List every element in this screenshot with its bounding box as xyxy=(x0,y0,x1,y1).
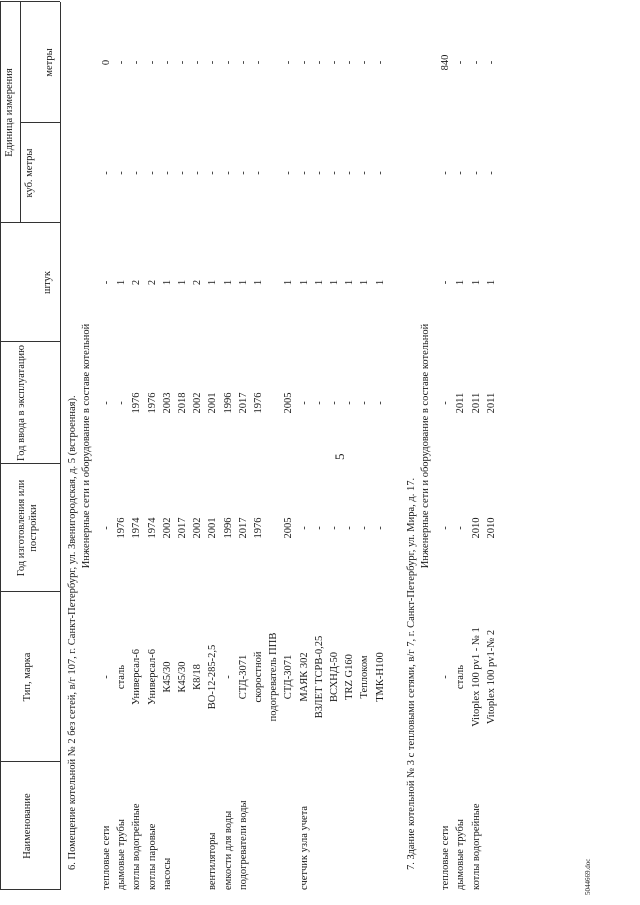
row-comm: - xyxy=(116,401,128,405)
row-m: - xyxy=(374,60,386,65)
row-name: тепловые сети xyxy=(439,825,451,890)
row-name: котлы паровые xyxy=(146,823,158,890)
row-cub: - xyxy=(298,171,310,175)
row-comm: - xyxy=(313,401,325,405)
table-top-rule xyxy=(0,2,1,890)
section-title: 7. Здание котельной № 3 с тепловыми сетями, в/г 7, г. Санкт-Петербург, ул. Мира, д. 17. xyxy=(405,477,417,870)
row-pcs: 1 xyxy=(237,279,249,286)
row-made: - xyxy=(329,526,340,530)
row-cub: - xyxy=(253,171,264,175)
row-comm: - xyxy=(344,401,356,405)
page-number: 5 xyxy=(332,453,347,460)
row-m: - xyxy=(298,60,310,65)
row-made: 2010 xyxy=(486,517,498,539)
row-comm: 2017 xyxy=(237,392,249,414)
row-type: Универсал-6 xyxy=(131,648,143,706)
footer-code: 5044669.doc xyxy=(584,858,592,895)
row-m: - xyxy=(253,60,264,65)
row-m: - xyxy=(283,60,295,65)
col-header-unit-group: Единица измерения xyxy=(4,68,15,157)
row-cub: - xyxy=(177,171,188,175)
row-made: - xyxy=(455,526,467,530)
row-made: - xyxy=(298,526,310,530)
row-type: TRZ G160 xyxy=(344,654,356,700)
row-type: ТМК-Н100 xyxy=(374,652,386,702)
row-pcs: 1 xyxy=(359,279,371,286)
row-pcs: 1 xyxy=(253,279,264,286)
row-pcs: 1 xyxy=(161,279,173,286)
row-type: ВСХНД-50 xyxy=(329,651,340,703)
row-made: 2002 xyxy=(192,517,204,539)
row-name: вентиляторы xyxy=(207,832,219,890)
section-subtitle: Инженерные сети и оборудование в составе котельной xyxy=(419,323,431,569)
row-pcs: 1 xyxy=(222,279,234,286)
row-type: К45/30 xyxy=(177,661,188,693)
row-pcs: 1 xyxy=(298,279,310,286)
header-bottom-rule xyxy=(60,2,61,890)
row-comm: 1976 xyxy=(253,392,264,414)
row-cub: - xyxy=(222,171,234,175)
row-type: сталь xyxy=(116,664,128,690)
unit-group-rule xyxy=(20,2,21,223)
row-name: дымовые трубы xyxy=(455,819,467,890)
row-m: - xyxy=(161,60,173,65)
row-type: Универсал-6 xyxy=(146,648,158,706)
row-m: - xyxy=(237,60,249,65)
row-type: подогреватель ППВ xyxy=(268,632,280,722)
row-made: - xyxy=(439,526,451,530)
row-cub: - xyxy=(439,171,451,175)
row-type: СТД-3071 xyxy=(283,654,295,700)
row-type: - xyxy=(222,675,234,679)
row-made: 2002 xyxy=(161,517,173,539)
row-type: ВО-12-285-2,5 xyxy=(207,644,219,710)
row-cub: - xyxy=(283,171,295,175)
col-header-pieces: штук xyxy=(42,271,53,294)
row-name: подогреватели воды xyxy=(237,800,249,890)
row-made: 1974 xyxy=(146,517,158,539)
row-pcs: 1 xyxy=(313,279,325,286)
row-comm: 1976 xyxy=(146,392,158,414)
row-cub: - xyxy=(470,171,482,175)
row-made: 1976 xyxy=(253,517,264,539)
col-header-name: Наименование xyxy=(22,793,33,859)
row-made: 2005 xyxy=(283,517,295,539)
row-comm: 2011 xyxy=(470,392,482,414)
row-m: 0 xyxy=(101,59,112,66)
row-cub: - xyxy=(101,171,112,175)
row-pcs: 1 xyxy=(470,279,482,286)
row-m: - xyxy=(455,60,467,65)
col-header-cubic: куб. метры xyxy=(24,148,35,198)
row-m: - xyxy=(313,60,325,65)
row-comm: - xyxy=(329,401,340,405)
col-header-meters: метры xyxy=(44,48,55,77)
row-cub: - xyxy=(207,171,219,175)
row-made: 2017 xyxy=(177,517,188,539)
row-type: - xyxy=(101,675,112,679)
row-m: - xyxy=(177,60,188,65)
row-m: - xyxy=(131,60,143,65)
row-cub: - xyxy=(116,171,128,175)
col-header-year-made: Год изготовления или постройки xyxy=(16,479,39,577)
row-name: котлы водогрейные xyxy=(131,803,143,890)
row-type: Vitoplex 100 pv1 - № 1 xyxy=(470,627,482,727)
row-comm: - xyxy=(101,401,112,405)
row-pcs: 1 xyxy=(374,279,386,286)
row-type: МАЯК 302 xyxy=(298,652,310,702)
row-pcs: 1 xyxy=(116,279,128,286)
row-cub: - xyxy=(486,171,498,175)
row-comm: 2001 xyxy=(207,392,219,414)
row-m: - xyxy=(116,60,128,65)
row-made: 1996 xyxy=(222,517,234,539)
row-m: - xyxy=(146,60,158,65)
row-pcs: 1 xyxy=(344,279,356,286)
row-comm: 1996 xyxy=(222,392,234,414)
row-made: - xyxy=(101,526,112,530)
row-cub: - xyxy=(237,171,249,175)
row-type: - xyxy=(439,675,451,679)
row-type: К45/30 xyxy=(161,661,173,693)
row-comm: 2018 xyxy=(177,392,188,414)
row-cub: - xyxy=(131,171,143,175)
row-m: - xyxy=(192,60,204,65)
row-cub: - xyxy=(146,171,158,175)
row-comm: 1976 xyxy=(131,392,143,414)
row-m: - xyxy=(207,60,219,65)
row-type: скоростной xyxy=(253,651,264,703)
row-pcs: 1 xyxy=(177,279,188,286)
row-comm: 2003 xyxy=(161,392,173,414)
row-type: ВЗЛЕТ ТСРВ-0,25 xyxy=(313,635,325,719)
row-comm: 2005 xyxy=(283,392,295,414)
section-subtitle: Инженерные сети и оборудование в составе котельной xyxy=(81,323,92,569)
row-cub: - xyxy=(161,171,173,175)
row-pcs: 1 xyxy=(207,279,219,286)
col-header-year-commissioned: Год ввода в эксплуатацию xyxy=(16,345,27,461)
row-comm: - xyxy=(298,401,310,405)
row-pcs: 2 xyxy=(131,279,143,286)
row-m: - xyxy=(359,60,371,65)
row-m: - xyxy=(344,60,356,65)
row-comm: - xyxy=(359,401,371,405)
row-cub: - xyxy=(359,171,371,175)
row-name: насосы xyxy=(161,857,173,890)
row-type: Теплоком xyxy=(359,655,371,699)
row-pcs: 2 xyxy=(192,279,204,286)
row-made: 1976 xyxy=(116,517,128,539)
row-made: 2001 xyxy=(207,517,219,539)
row-cub: - xyxy=(192,171,204,175)
row-comm: - xyxy=(439,401,451,405)
row-comm: 2002 xyxy=(192,392,204,414)
row-name: котлы водогрейные xyxy=(470,803,482,890)
row-comm: - xyxy=(374,401,386,405)
row-name: емкости для воды xyxy=(222,810,234,890)
row-cub: - xyxy=(329,171,340,175)
row-m: 840 xyxy=(439,54,451,71)
row-pcs: - xyxy=(101,280,112,285)
row-pcs: 1 xyxy=(329,279,340,286)
row-type: Vitoplex 100 pv1-№ 2 xyxy=(486,629,498,725)
row-name: счетчик узла учета xyxy=(298,805,310,890)
row-cub: - xyxy=(455,171,467,175)
row-comm: 2011 xyxy=(486,392,498,414)
row-made: - xyxy=(313,526,325,530)
row-made: - xyxy=(374,526,386,530)
row-made: 2010 xyxy=(470,517,482,539)
row-pcs: 1 xyxy=(283,279,295,286)
row-comm: 2011 xyxy=(455,392,467,414)
row-m: - xyxy=(222,60,234,65)
row-type: СТД-3071 xyxy=(237,654,249,700)
row-m: - xyxy=(486,60,498,65)
row-m: - xyxy=(329,60,340,65)
row-made: - xyxy=(344,526,356,530)
row-name: дымовые трубы xyxy=(116,819,128,890)
row-pcs: 1 xyxy=(486,279,498,286)
row-pcs: - xyxy=(439,280,451,285)
section-title: 6. Помещение котельной № 2 без сетей, в/г 107, г. Санкт-Петербург, ул. Звенигородская, д. 5 (встроенная). xyxy=(67,395,78,870)
row-pcs: 1 xyxy=(455,279,467,286)
row-type: сталь xyxy=(455,664,467,690)
row-type: К8/18 xyxy=(192,664,204,690)
col-header-type: Тип, марка xyxy=(22,652,33,702)
row-pcs: 2 xyxy=(146,279,158,286)
row-cub: - xyxy=(313,171,325,175)
row-cub: - xyxy=(374,171,386,175)
row-made: 2017 xyxy=(237,517,249,539)
row-m: - xyxy=(470,60,482,65)
row-made: 1974 xyxy=(131,517,143,539)
row-name: тепловые сети xyxy=(101,825,112,890)
row-cub: - xyxy=(344,171,356,175)
row-made: - xyxy=(359,526,371,530)
